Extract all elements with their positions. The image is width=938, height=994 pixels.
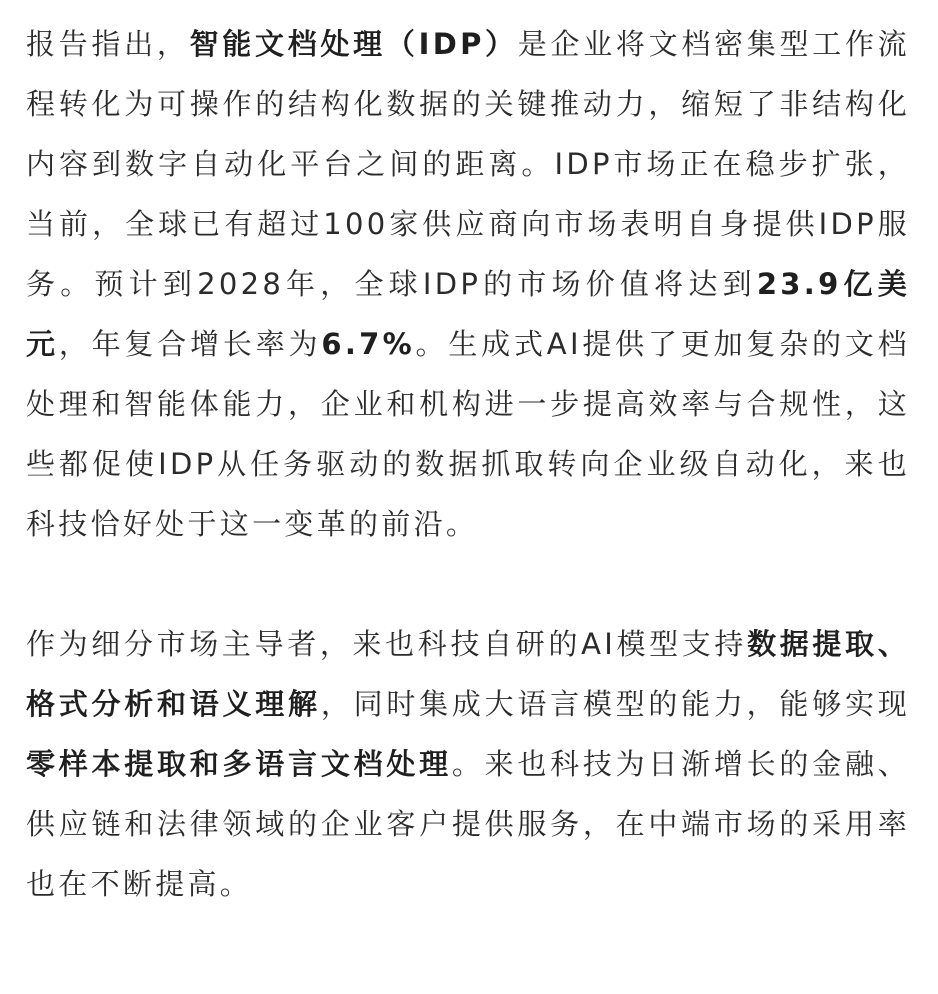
- highlight-ai-capabilities: 数据提取、格式分析和语义理解: [26, 627, 910, 721]
- text-segment: 报告指出，: [26, 27, 190, 61]
- text-segment: 作为细分市场主导者，来也科技自研的AI模型支持: [26, 627, 748, 661]
- paragraph-laiye-capabilities: [26, 614, 910, 914]
- highlight-idp-term: 智能文档处理（IDP）: [189, 27, 518, 61]
- text-segment: ，同时集成大语言模型的能力，能够实现: [320, 687, 911, 721]
- paragraph-idp-market: [26, 14, 910, 554]
- highlight-zero-shot: 零样本提取和多语言文档处理: [26, 747, 452, 781]
- text-segment: 是企业将文档密集型工作流程转化为可操作的结构化数据的关键推动力，缩短了非结构化内容到数字自动化平台之间的距离。IDP市场正在稳步扩张，当前，全球已有超过100家供应商向市场表明自身提供IDP服务。预计到2028年，全球IDP的市场价值将达到: [26, 27, 910, 301]
- highlight-market-value: 23.9亿美元: [26, 267, 910, 361]
- highlight-growth-rate: 6.7%: [321, 327, 416, 361]
- text-segment: 。生成式AI提供了更加复杂的文档处理和智能体能力，企业和机构进一步提高效率与合规性，这些都促使IDP从任务驱动的数据抓取转向企业级自动化，来也科技恰好处于这一变革的前沿。: [26, 327, 910, 541]
- text-segment: ，年复合增长率为: [58, 327, 322, 361]
- article-body: [26, 14, 910, 914]
- text-segment: 。来也科技为日渐增长的金融、供应链和法律领域的企业客户提供服务，在中端市场的采用率也在不断提高。: [26, 747, 911, 901]
